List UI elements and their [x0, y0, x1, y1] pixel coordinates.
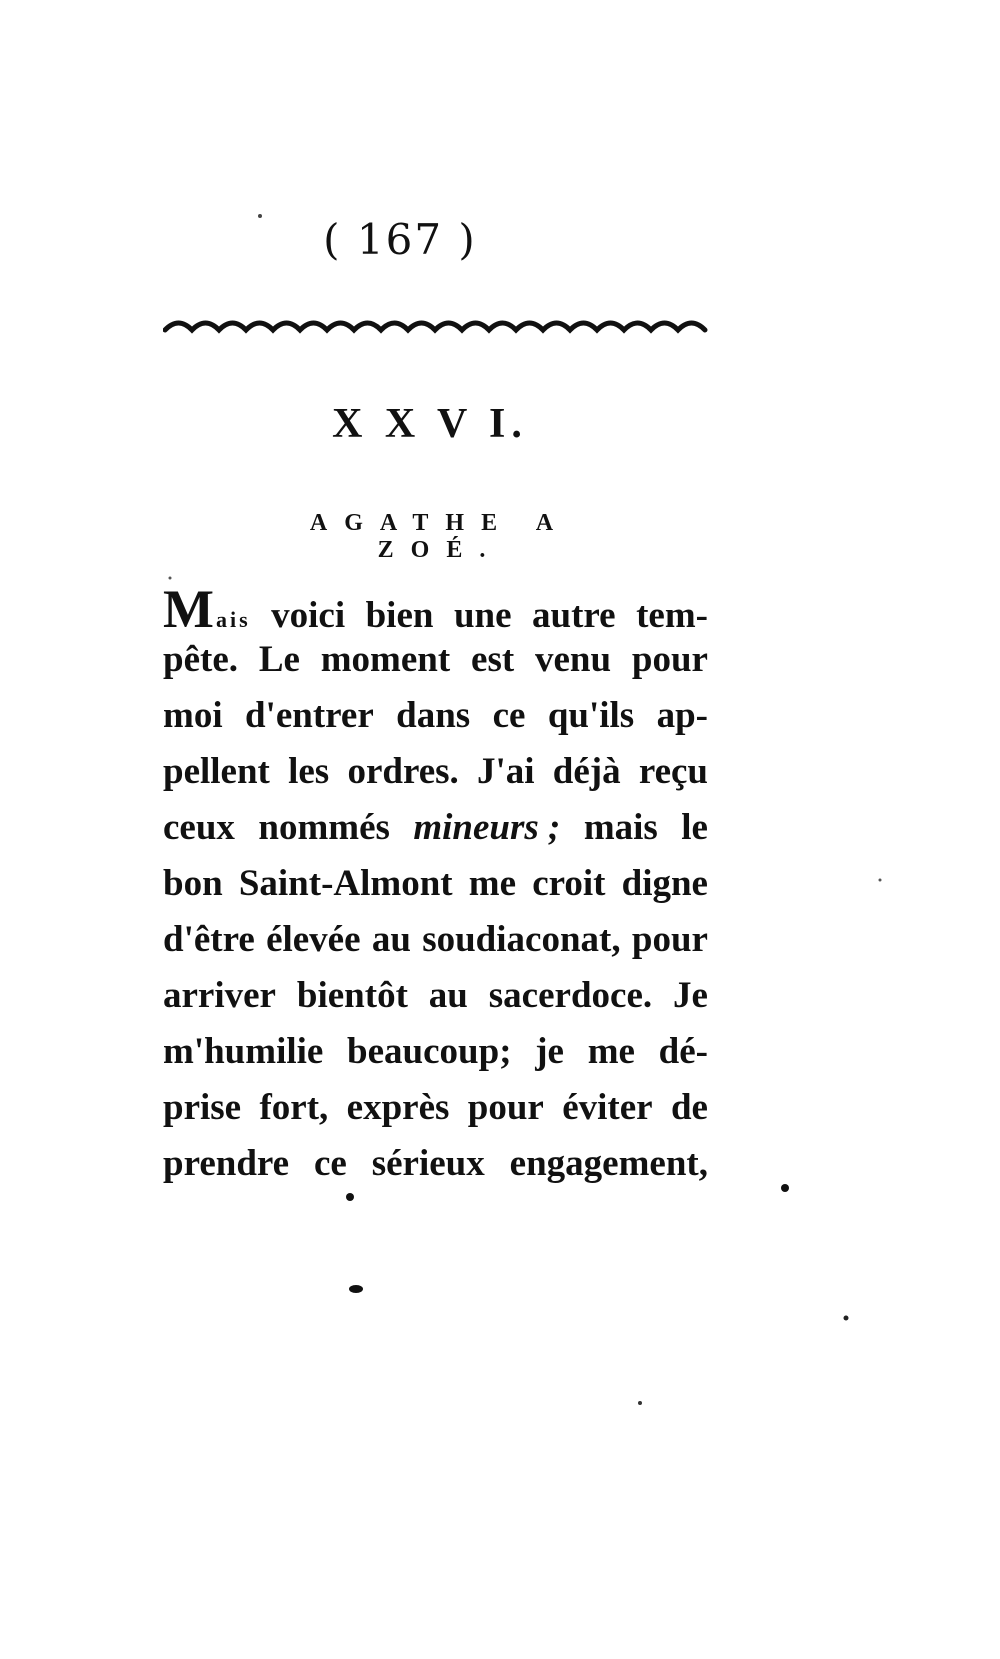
- word: au: [428, 975, 468, 1016]
- word: me: [468, 863, 517, 904]
- word: voici: [271, 595, 346, 636]
- word: reçu: [638, 751, 708, 792]
- word: dé-: [658, 1031, 708, 1072]
- word: bon: [163, 863, 223, 904]
- word: bien: [365, 595, 434, 636]
- text-line: [163, 806, 708, 862]
- word: sacerdoce.: [488, 975, 653, 1016]
- word: est: [471, 639, 515, 680]
- word: moment: [320, 639, 451, 680]
- word: digne: [621, 863, 708, 904]
- letter-heading: AGATHE A ZOÉ.: [309, 510, 571, 563]
- word: autre: [532, 595, 616, 636]
- word: m'humilie: [163, 1031, 324, 1072]
- word: je: [535, 1031, 564, 1072]
- word: croit: [532, 863, 606, 904]
- word: venu: [534, 639, 612, 680]
- body-text: [163, 579, 708, 1198]
- word: d'entrer: [244, 695, 374, 736]
- word: sérieux: [371, 1143, 485, 1184]
- word: le: [681, 807, 708, 848]
- word: au: [371, 919, 411, 960]
- wavy-rule-ornament: [163, 312, 708, 342]
- word: fort,: [259, 1087, 329, 1128]
- word: beaucoup;: [347, 1031, 512, 1072]
- word: pellent: [163, 751, 270, 792]
- text-line: [163, 638, 708, 694]
- page-number: ( 167 ): [323, 215, 477, 264]
- word: pour: [467, 1087, 544, 1128]
- word: ce: [313, 1143, 347, 1184]
- text-line: [163, 974, 708, 1030]
- drop-cap: M: [163, 579, 214, 639]
- word: nommés: [258, 807, 390, 848]
- word: une: [453, 595, 512, 636]
- word: prise: [163, 1087, 242, 1128]
- word: engagement,: [509, 1143, 708, 1184]
- word: Le: [258, 639, 300, 680]
- text-line: [163, 694, 708, 750]
- word: ordres.: [347, 751, 459, 792]
- word: de: [670, 1087, 708, 1128]
- word: pour: [631, 919, 708, 960]
- word: déjà: [552, 751, 621, 792]
- italic-word: mineurs ;: [413, 807, 561, 848]
- word: me: [587, 1031, 635, 1072]
- word: pête.: [163, 639, 238, 680]
- text-line: [163, 1086, 708, 1142]
- word: ce: [492, 695, 526, 736]
- word: Saint-Almont: [238, 863, 453, 904]
- text-line: [163, 918, 708, 974]
- chapter-number: X X V I.: [332, 401, 528, 447]
- opening-word: [163, 579, 251, 639]
- word: pour: [631, 639, 708, 680]
- text-line: [163, 579, 708, 639]
- word: mais: [583, 807, 658, 848]
- word: arriver: [163, 975, 276, 1016]
- word: les: [288, 751, 330, 792]
- word: qu'ils: [547, 695, 635, 736]
- word: élevée: [266, 919, 361, 960]
- word: soudiaconat,: [422, 919, 621, 960]
- word: tem-: [636, 595, 708, 636]
- word: d'être: [163, 919, 255, 960]
- word: éviter: [562, 1087, 653, 1128]
- word: exprès: [346, 1087, 450, 1128]
- opening-smallcaps: ais: [215, 607, 251, 632]
- text-line: [163, 1142, 708, 1198]
- word: prendre: [163, 1143, 290, 1184]
- word: ceux: [163, 807, 235, 848]
- word: dans: [396, 695, 471, 736]
- text-line: [163, 750, 708, 806]
- word: ap-: [656, 695, 708, 736]
- text-line: [163, 1030, 708, 1086]
- word: bientôt: [296, 975, 408, 1016]
- text-line: [163, 862, 708, 918]
- word: Je: [673, 975, 708, 1016]
- word: J'ai: [476, 751, 535, 792]
- word: moi: [163, 695, 223, 736]
